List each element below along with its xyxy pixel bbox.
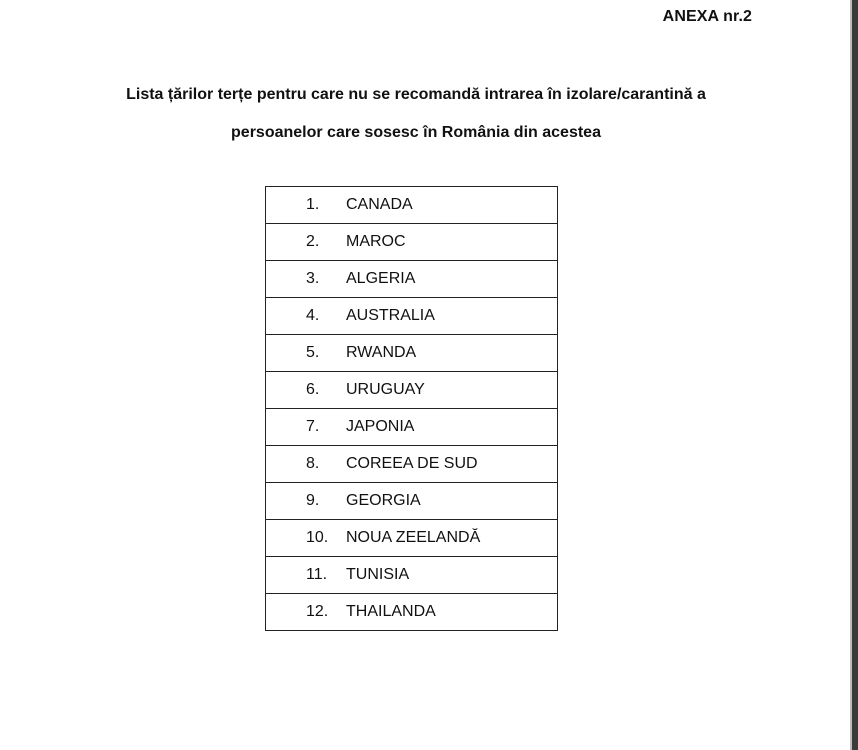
row-number: 9. — [306, 492, 320, 509]
title-line-2: persoanelor care sosesc în România din acestea — [231, 124, 601, 141]
country-name: JAPONIA — [346, 418, 415, 435]
table-cell — [266, 483, 558, 520]
row-number: 3. — [306, 270, 320, 287]
table-row — [266, 594, 558, 631]
country-name: NOUA ZEELANDĂ — [346, 529, 481, 546]
row-number: 4. — [306, 307, 320, 324]
title-line-1: Lista țărilor terțe pentru care nu se recomandă intrarea în izolare/carantină a — [126, 86, 706, 103]
table-cell — [266, 557, 558, 594]
country-name: GEORGIA — [346, 492, 421, 509]
table-cell — [266, 372, 558, 409]
table-cell — [266, 261, 558, 298]
row-number: 1. — [306, 196, 320, 213]
countries-table-container — [265, 186, 558, 631]
row-number: 5. — [306, 344, 320, 361]
row-number: 12. — [306, 603, 329, 620]
table-row — [266, 520, 558, 557]
row-number: 10. — [306, 529, 329, 546]
row-number: 8. — [306, 455, 320, 472]
table-row — [266, 372, 558, 409]
table-row — [266, 261, 558, 298]
country-name: URUGUAY — [346, 381, 425, 398]
country-name: COREEA DE SUD — [346, 455, 478, 472]
countries-table — [265, 186, 558, 631]
table-row — [266, 483, 558, 520]
row-number: 2. — [306, 233, 320, 250]
document-title — [0, 76, 832, 152]
table-cell — [266, 335, 558, 372]
table-row — [266, 224, 558, 261]
country-name: AUSTRALIA — [346, 307, 435, 324]
table-row — [266, 409, 558, 446]
country-name: RWANDA — [346, 344, 417, 361]
country-name: MAROC — [346, 233, 406, 250]
country-name: TUNISIA — [346, 566, 410, 583]
row-number: 11. — [306, 566, 328, 583]
country-name: ALGERIA — [346, 270, 416, 287]
table-row — [266, 187, 558, 224]
table-cell — [266, 409, 558, 446]
row-number: 6. — [306, 381, 320, 398]
table-cell — [266, 446, 558, 483]
table-cell — [266, 520, 558, 557]
country-name: CANADA — [346, 196, 413, 213]
table-row — [266, 446, 558, 483]
table-row — [266, 298, 558, 335]
country-name: THAILANDA — [346, 603, 436, 620]
window-scroll-edge[interactable] — [852, 0, 858, 750]
annex-label: ANEXA nr.2 — [662, 8, 752, 25]
table-cell — [266, 224, 558, 261]
table-cell — [266, 298, 558, 335]
table-cell — [266, 594, 558, 631]
table-row — [266, 557, 558, 594]
row-number: 7. — [306, 418, 320, 435]
table-row — [266, 335, 558, 372]
table-cell — [266, 187, 558, 224]
